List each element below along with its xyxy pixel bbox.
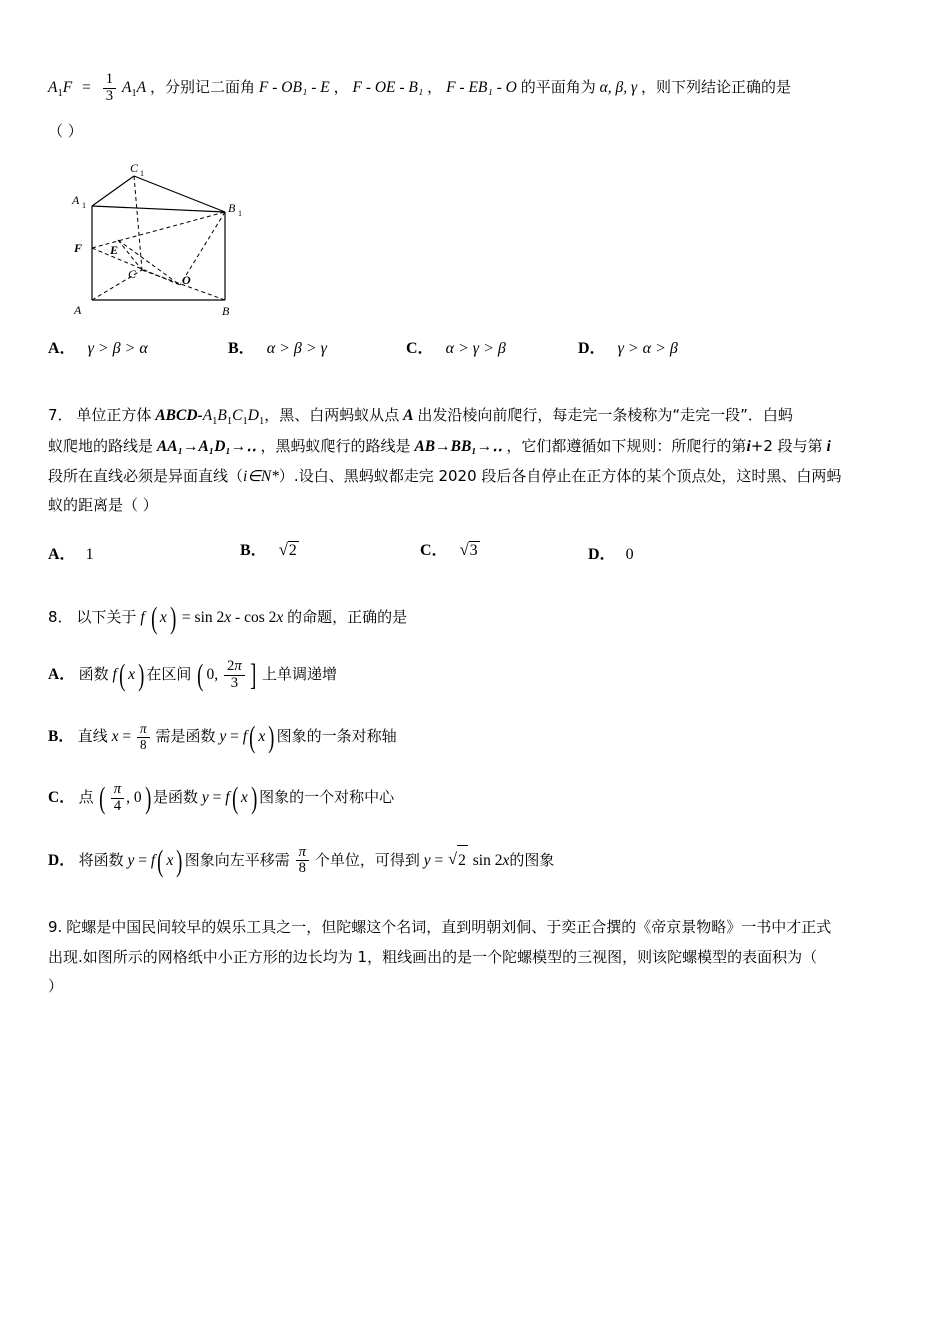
q9-line-1	[48, 913, 904, 942]
q8-b-p4: 图象的一条对称轴	[276, 726, 397, 745]
q7-option-d[interactable]	[588, 541, 634, 564]
q6-sep-2: ，	[427, 77, 443, 96]
q8-stem	[48, 599, 904, 635]
q7-l2a: 蚁爬地的路线是	[48, 437, 154, 456]
svg-text:C: C	[130, 161, 139, 176]
q8-stem-a: 以下关于	[76, 607, 137, 626]
q7-line-2	[48, 432, 904, 461]
q8-d-fn: y = f ( x )	[127, 842, 183, 878]
q8-d-p2: 图象向左平移需	[184, 850, 290, 869]
q7-option-c-label: C．	[420, 541, 448, 559]
q6-option-c[interactable]	[406, 335, 506, 358]
q7-option-b-value: 2	[288, 541, 297, 559]
q7-l2g: +2 段与第	[750, 437, 823, 456]
q7-option-b-sqrt	[279, 541, 299, 560]
q8-c-fn: y = f ( x )	[201, 779, 258, 815]
q7-l1b: ABCD-	[155, 407, 203, 425]
q8-a-fn: f ( x )	[112, 656, 145, 692]
q6-options	[48, 331, 904, 361]
q8-d-shift: $\frac{\pi}{8}$	[296, 845, 309, 878]
q8-a-p4: 上单调递增	[261, 664, 337, 683]
q6-option-a-label: A．	[48, 340, 76, 358]
q8-option-a[interactable]	[48, 656, 904, 692]
q7-line-3	[48, 462, 904, 491]
svg-text:1: 1	[238, 209, 242, 219]
q8-function: f ( x ) = sin 2x - cos 2x	[140, 599, 284, 635]
q8-d-p6: 的图象	[509, 850, 555, 869]
q8-b-p0: 直线	[77, 726, 108, 745]
q8-c-p2: 是函数	[153, 787, 199, 806]
page-content	[48, 72, 904, 1002]
q7-line-1	[48, 401, 904, 432]
q7-l2e: ，它们都遵循如下规则：所爬行的第	[506, 437, 747, 456]
q8-option-d-label: D．	[48, 851, 75, 869]
q6-option-b[interactable]	[228, 335, 327, 358]
svg-text:F: F	[74, 241, 83, 256]
svg-text:O: O	[182, 273, 191, 288]
q7-option-b-label: B．	[240, 541, 267, 559]
q6-sep-1: ，	[333, 77, 349, 96]
q8-b-eq: x = $\frac{\pi}{8}$	[112, 728, 152, 745]
q6-text-3: ，则下列结论正确的是	[640, 77, 791, 96]
q7-number: 7．	[48, 406, 73, 425]
svg-text:B: B	[228, 201, 236, 216]
q6-figure	[70, 160, 904, 325]
q7-option-c-value: 3	[469, 541, 478, 559]
svg-text:B: B	[222, 304, 230, 319]
q8-stem-b: 的命题，正确的是	[287, 607, 408, 626]
q8-c-point: ( $\frac{\pi}{4}$ , 0 )	[99, 779, 151, 815]
q6-option-a-value: γ > β > α	[87, 340, 148, 358]
q6-option-c-value: α > γ > β	[445, 340, 506, 358]
q6-option-d-value: γ > α > β	[617, 340, 678, 358]
q7-l3a: 段所在直线必须是异面直线（	[48, 466, 244, 485]
q8-fn-paren: ( x )	[150, 599, 176, 635]
q7-option-b[interactable]	[240, 537, 300, 560]
svg-text:1: 1	[82, 201, 86, 211]
q6-formula: $A_1F$ = $\frac{1}{3}$ $A_1A$	[48, 71, 147, 104]
q7-l2c: ，黑蚂蚁爬行的路线是	[260, 437, 411, 456]
q8-option-c-label: C．	[48, 788, 75, 806]
q7-option-a[interactable]	[48, 541, 94, 564]
q7-l1e: A	[403, 407, 414, 425]
q9-l3: ）	[48, 977, 64, 996]
q7-option-c[interactable]	[420, 537, 481, 560]
q9-l2: 出现.如图所示的网格纸中小正方形的边长均为 1，粗线画出的是一个陀螺模型的三视图，则该陀螺模型的表面积为（	[48, 947, 818, 966]
q8-a-p2: 在区间	[146, 664, 192, 683]
q8-a-interval: ( 0, $\frac{2\pi}{3}$ ]	[197, 656, 257, 692]
q7-l4: 蚁的距离是（ ）	[48, 496, 158, 515]
q7-options	[48, 535, 904, 569]
q7-l2h: i	[826, 438, 831, 456]
q7	[48, 401, 904, 520]
q6-option-d[interactable]	[578, 335, 678, 358]
q9-l1: 陀螺是中国民间较早的娱乐工具之一，但陀螺这个名词，直到明朝刘侗、于奕正合撰的《帝京景物略》一书中才正式	[66, 918, 832, 937]
q6-angle-3: F - EB₁ - O	[446, 78, 517, 96]
q7-l3b: i∈N*	[243, 467, 279, 485]
q6-text-1: ，分别记二面角	[150, 77, 256, 96]
q8-option-c[interactable]	[48, 779, 904, 815]
q7-l1f: 出发沿棱向前爬行，每走完一条棱称为“走完一段”．白蚂	[417, 406, 793, 425]
q6-option-b-value: α > β > γ	[266, 340, 327, 358]
q7-l2b: AA₁→A₁D₁→‥	[156, 438, 257, 456]
svg-text:E: E	[110, 243, 119, 258]
q7-l3c: ）.设白、黑蚂蚁都走完 2020 段后各自停止在正方体的某个顶点处，这时黑、白两蚂	[278, 466, 842, 485]
q6-blank	[48, 117, 904, 146]
q8	[48, 599, 904, 878]
q8-b-p2: 需是函数	[155, 726, 216, 745]
q8-d-p0: 将函数	[78, 850, 124, 869]
q8-option-b[interactable]	[48, 718, 904, 754]
q9-number: 9.	[48, 918, 63, 937]
q9	[48, 913, 904, 1001]
q7-option-c-sqrt	[460, 541, 480, 560]
q8-d-result: y = √ 2 sin 2x	[424, 852, 510, 869]
q6-greek: α, β, γ	[599, 78, 638, 96]
q7-option-d-value: 0	[625, 545, 634, 563]
q6-option-c-label: C．	[406, 340, 434, 358]
q8-d-p4: 个单位，可得到	[314, 850, 420, 869]
q6-option-b-label: B．	[228, 340, 255, 358]
q6-option-a[interactable]	[48, 335, 148, 358]
q8-b-fn: y = f ( x )	[219, 718, 275, 754]
q7-line-4	[48, 491, 904, 520]
q8-a-p0: 函数	[78, 664, 109, 683]
q9-line-3	[48, 972, 904, 1001]
q6-angle-1: F - OB₁ - E	[258, 78, 330, 96]
q7-option-d-label: D．	[588, 545, 616, 563]
q6-option-d-label: D．	[578, 340, 606, 358]
q8-option-b-label: B．	[48, 727, 74, 745]
q8-c-p4: 图象的一个对称中心	[259, 787, 395, 806]
q6-angle-2: F - OE - B₁	[352, 78, 424, 96]
svg-text:A: A	[74, 303, 82, 318]
q7-l1a: 单位正方体	[76, 406, 152, 425]
q7-l2f: i	[746, 438, 751, 456]
q7-l2d: AB→BB₁→‥	[414, 438, 503, 456]
q7-option-a-label: A．	[48, 545, 76, 563]
prism-diagram	[70, 160, 270, 320]
q7-cube-label: $A_1B_1C_1D_1$	[202, 407, 265, 428]
svg-text:C: C	[128, 267, 137, 282]
q7-l1d: ，黑、白两蚂蚁从点	[264, 406, 400, 425]
svg-text:A: A	[72, 193, 80, 208]
q7-option-a-value: 1	[85, 545, 94, 563]
q9-line-2	[48, 943, 904, 972]
q8-option-d[interactable]	[48, 842, 904, 878]
q6-stem	[48, 72, 904, 105]
q8-option-a-label: A．	[48, 665, 75, 683]
q6-text-2: 的平面角为	[520, 77, 596, 96]
q8-c-p0: 点	[78, 787, 94, 806]
q6-blank-text: （ ）	[48, 121, 83, 140]
svg-text:1: 1	[140, 169, 144, 179]
q8-number: 8．	[48, 607, 73, 626]
